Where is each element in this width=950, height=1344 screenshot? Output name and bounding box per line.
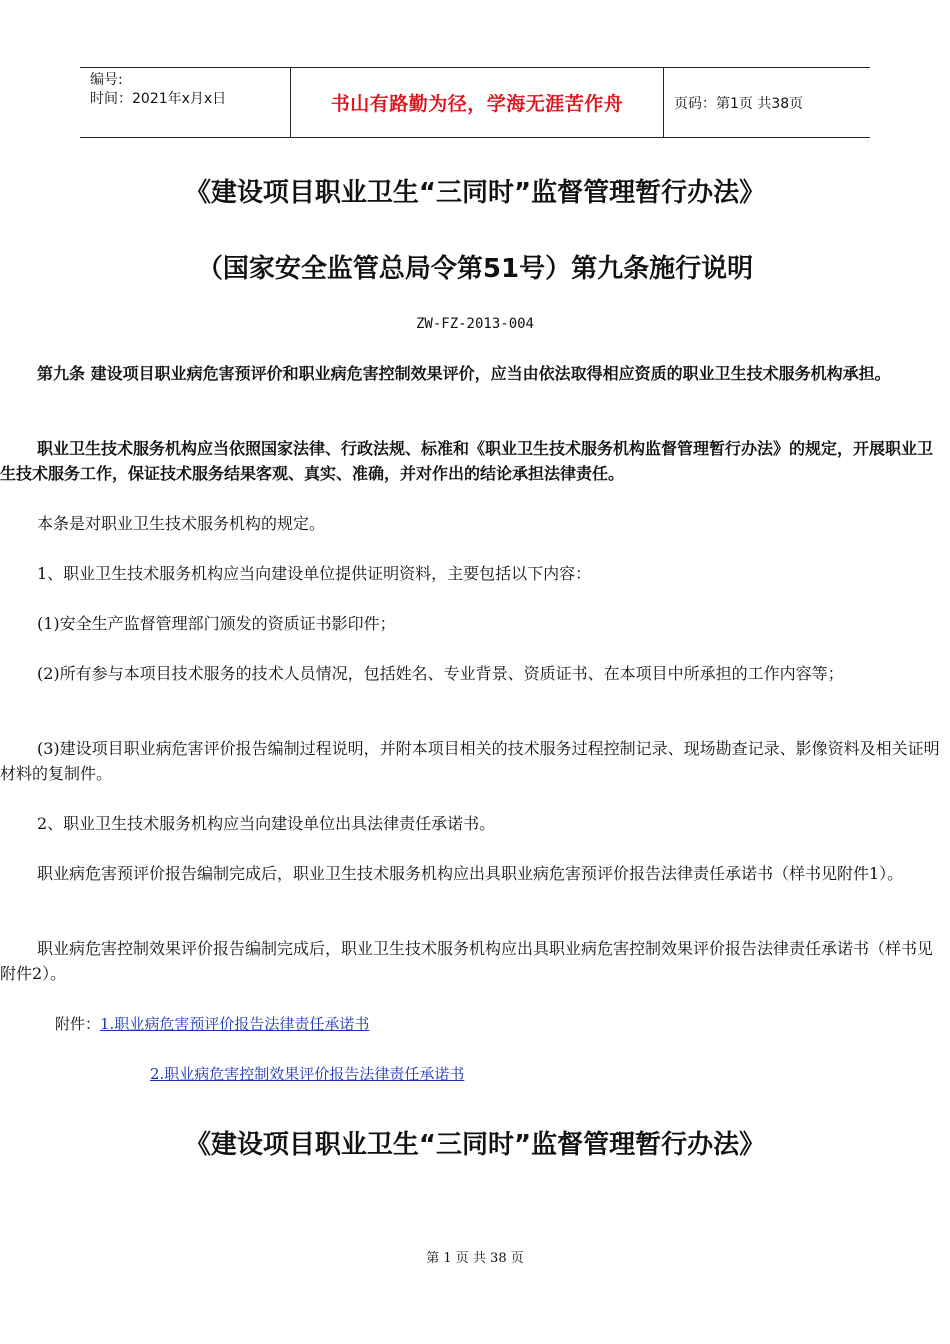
title-line-1: 《建设项目职业卫生“三同时”监督管理暂行办法》 (184, 178, 766, 208)
attachment-label: 附件： (55, 1015, 101, 1033)
paragraph-article-9-2: 职业卫生技术服务机构应当依照国家法律、行政法规、标准和《职业卫生技术服务机构监督管理暂行办法》的规定，开展职业卫生技术服务工作，保证技术服务结果客观、真实、准确，并对作出的结论承担法律责任。 (0, 439, 934, 483)
document-header (80, 67, 870, 138)
header-meta (80, 68, 291, 137)
time-label: 时间：2021年x月x日 (90, 91, 227, 107)
paragraph-item-1: 1、职业卫生技术服务机构应当向建设单位提供证明资料，主要包括以下内容： (37, 564, 592, 583)
paragraph-control-eval: 职业病危害控制效果评价报告编制完成后，职业卫生技术服务机构应出具职业病危害控制效果评价报告法律责任承诺书（样书见附件2）。 (0, 939, 934, 983)
paragraph-sub-1: (1)安全生产监督管理部门颁发的资质证书影印件； (37, 614, 396, 633)
attachment-list (55, 1013, 369, 1034)
title-repeat: 《建设项目职业卫生“三同时”监督管理暂行办法》 (184, 1130, 766, 1160)
paragraph-sub-3: (3)建设项目职业病危害评价报告编制过程说明，并附本项目相关的技术服务过程控制记录、现场勘查记录、影像资料及相关证明材料的复制件。 (0, 739, 940, 783)
paragraph-pre-eval: 职业病危害预评价报告编制完成后，职业卫生技术服务机构应出具职业病危害预评价报告法律责任承诺书（样书见附件1）。 (37, 864, 904, 883)
page-footer: 第 1 页 共 38 页 (426, 1251, 524, 1266)
paragraph-article-9: 第九条 建设项目职业病危害预评价和职业病危害控制效果评价，应当由依法取得相应资质的职业卫生技术服务机构承担。 (37, 364, 891, 383)
attachment-link-1[interactable]: 1.职业病危害预评价报告法律责任承诺书 (100, 1015, 370, 1033)
paragraph-item-2: 2、职业卫生技术服务机构应当向建设单位出具法律责任承诺书。 (37, 814, 496, 833)
header-motto: 书山有路勤为径，学海无涯苦作舟 (291, 68, 664, 137)
paragraph-intro: 本条是对职业卫生技术服务机构的规定。 (37, 514, 326, 533)
document-code: ZW-FZ-2013-004 (415, 316, 534, 332)
paragraph-sub-2: (2)所有参与本项目技术服务的技术人员情况，包括姓名、专业背景、资质证书、在本项目中所承担的工作内容等； (37, 664, 844, 683)
title-line-2: （国家安全监管总局令第51号）第九条施行说明 (196, 254, 754, 284)
header-page-info: 页码：第1页 共38页 (674, 95, 804, 112)
attachment-list-2 (150, 1063, 464, 1084)
attachment-link-2[interactable]: 2.职业病危害控制效果评价报告法律责任承诺书 (150, 1065, 465, 1083)
number-label: 编号: (90, 72, 123, 88)
